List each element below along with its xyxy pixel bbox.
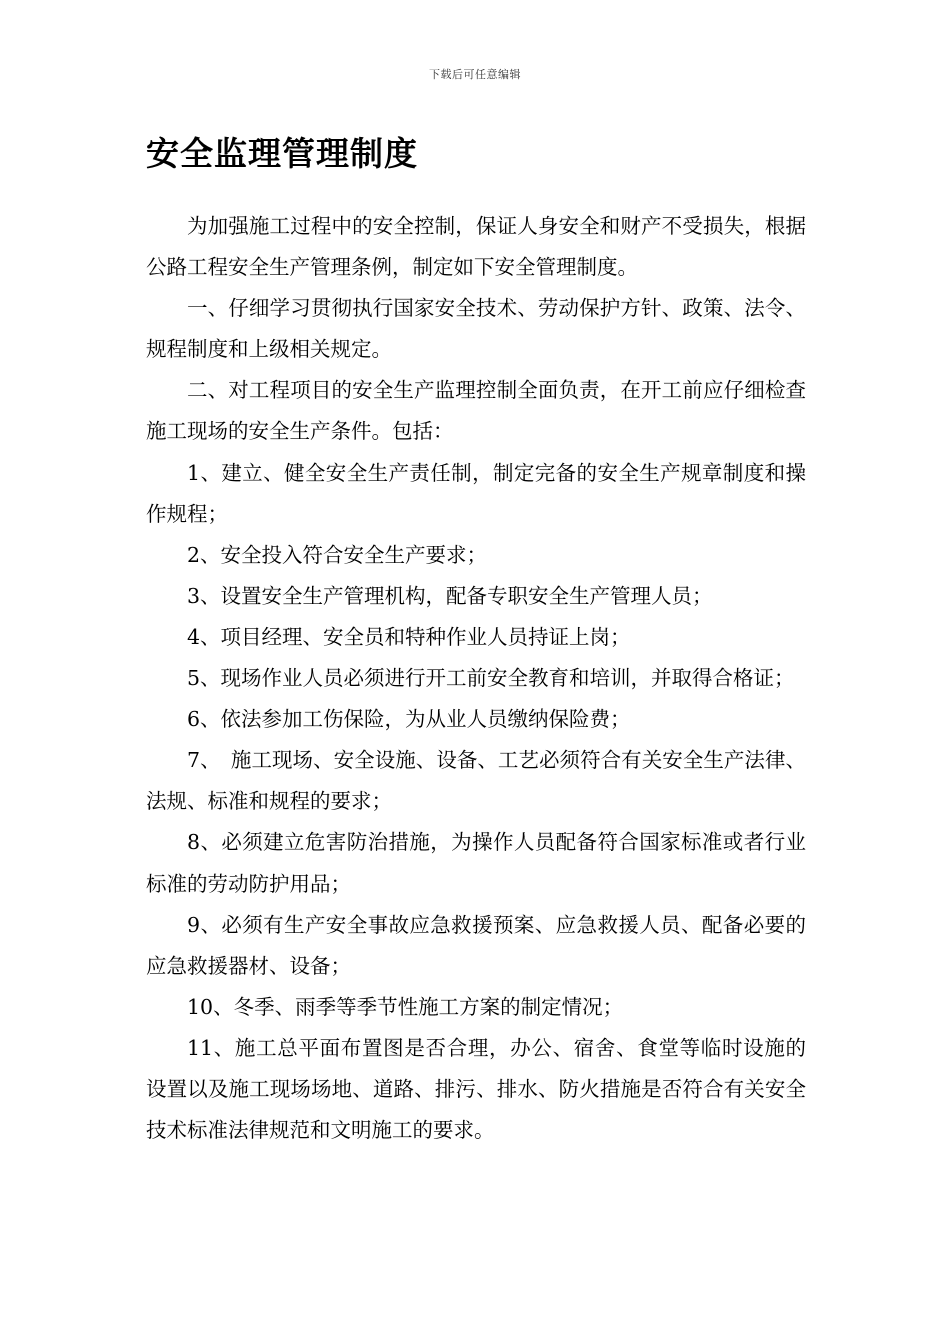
document-title: 安全监理管理制度 <box>146 134 418 173</box>
paragraph-section-1: 一、仔细学习贯彻执行国家安全技术、劳动保护方针、政策、法令、规程制度和上级相关规定。 <box>146 296 806 362</box>
list-item-5: 5、现场作业人员必须进行开工前安全教育和培训，并取得合格证； <box>187 666 795 691</box>
list-item-10: 10、冬季、雨季等季节性施工方案的制定情况； <box>187 994 624 1019</box>
list-item-3: 3、设置安全生产管理机构，配备专职安全生产管理人员； <box>187 583 713 608</box>
list-item-1: 1、建立、健全安全生产责任制，制定完备的安全生产规章制度和操作规程； <box>146 460 806 526</box>
paragraph-section-2: 二、对工程项目的安全生产监理控制全面负责，在开工前应仔细检查施工现场的安全生产条件。包括： <box>146 378 806 444</box>
list-item-8: 8、必须建立危害防治措施，为操作人员配备符合国家标准或者行业标准的劳动防护用品； <box>146 830 806 896</box>
list-item-4: 4、项目经理、安全员和特种作业人员持证上岗； <box>187 624 631 649</box>
page-header-note: 下载后可任意编辑 <box>429 68 521 81</box>
list-item-9: 9、必须有生产安全事故应急救援预案、应急救援人员、配备必要的应急救援器材、设备； <box>146 912 806 978</box>
list-item-7: 7、 施工现场、安全设施、设备、工艺必须符合有关安全生产法律、法规、标准和规程的要求； <box>146 748 806 814</box>
list-item-2: 2、安全投入符合安全生产要求； <box>187 542 488 567</box>
document-body <box>146 206 806 1151</box>
paragraph-intro: 为加强施工过程中的安全控制，保证人身安全和财产不受损失，根据公路工程安全生产管理条例，制定如下安全管理制度。 <box>146 214 806 280</box>
list-item-11: 11、施工总平面布置图是否合理，办公、宿舍、食堂等临时设施的设置以及施工现场场地、道路、排污、排水、防火措施是否符合有关安全技术标准法律规范和文明施工的要求。 <box>146 1035 806 1143</box>
list-item-6: 6、依法参加工伤保险，为从业人员缴纳保险费； <box>187 707 631 732</box>
